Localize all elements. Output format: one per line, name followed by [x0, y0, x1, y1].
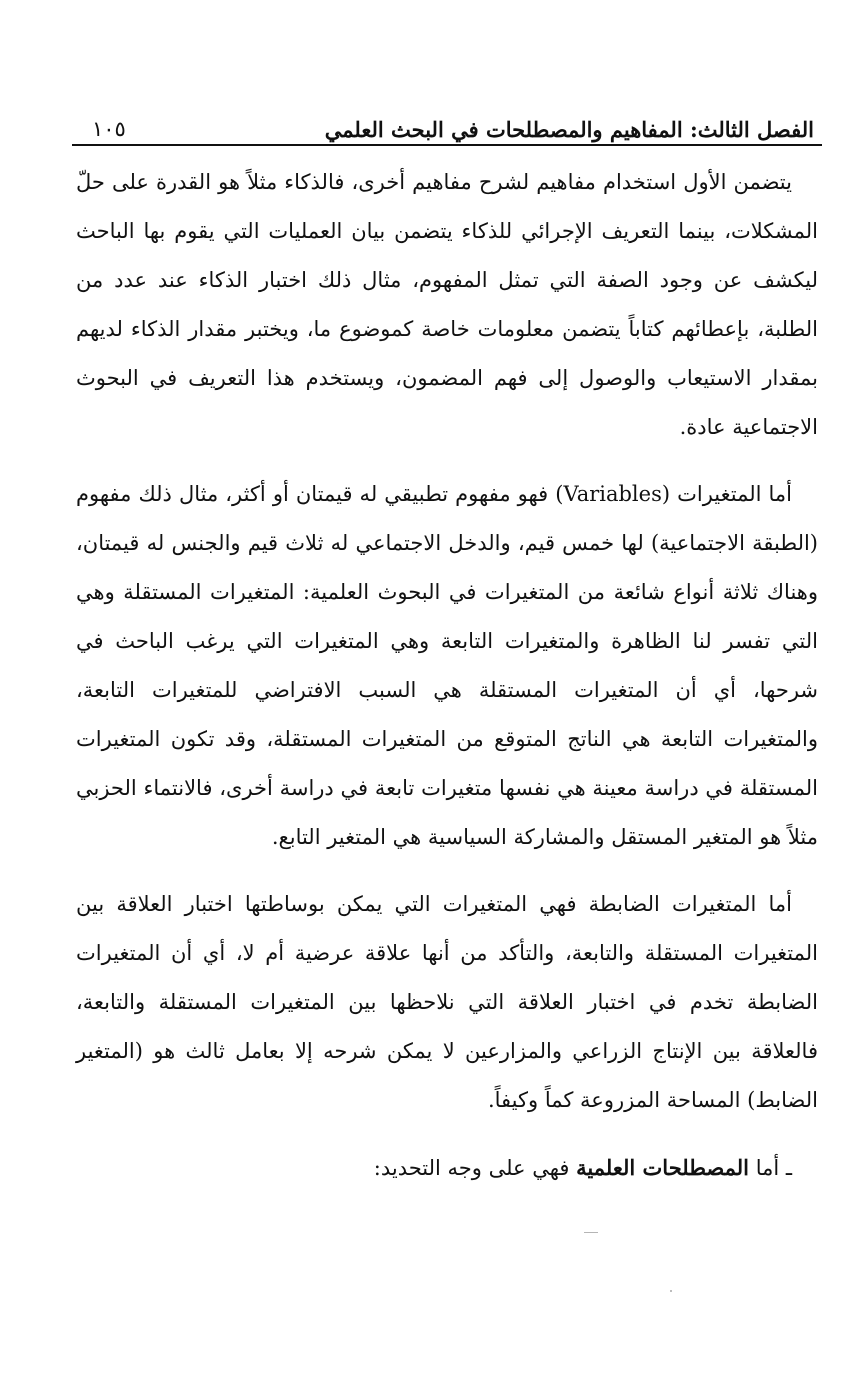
- paragraph-variables: [76, 470, 818, 862]
- variables-english-term: Variables: [563, 482, 662, 506]
- scan-dot: [670, 1290, 672, 1292]
- running-header: [72, 100, 822, 146]
- scan-speck: [584, 1232, 598, 1233]
- page-number: ١٠٥: [92, 116, 126, 141]
- chapter-title: الفصل الثالث: المفاهيم والمصطلحات في البحث العلمي: [324, 116, 814, 142]
- paragraph-control-variables: أما المتغيرات الضابطة فهي المتغيرات التي يمكن بوساطتها اختبار العلاقة بين المتغيرات المستقلة والتابعة، والتأكد من أنها علاقة عرضية أم لا، أي أن المتغيرات الضابطة تخدم في اختبار العلاقة التي نلاحظها بين المتغيرات المستقلة والتابعة، فالعلاقة بين الإنتاج الزراعي والمزارعين لا يمكن شرحه إلا بعامل ثالث هو (المتغير الضابط) المساحة المزروعة كماً وكيفاً.: [76, 892, 818, 1112]
- page-body: [72, 158, 822, 1193]
- list-item-bold-term: المصطلحات العلمية: [576, 1155, 750, 1180]
- paragraph-operational-definition: يتضمن الأول استخدام مفاهيم لشرح مفاهيم أخرى، فالذكاء مثلاً هو القدرة على حلّ المشكلات، بينما التعريف الإجرائي للذكاء يتضمن بيان العمليات التي يقوم بها الباحث ليكشف عن وجود الصفة التي تمثل المفهوم، مثال ذلك اختبار الذكاء عند عدد من الطلبة، بإعطائهم كتاباً يتضمن معلومات خاصة كموضوع ما، ويختبر مقدار الذكاء لديهم بمقدار الاستيعاب والوصول إلى فهم المضمون، ويستخدم هذا التعريف في البحوث الاجتماعية عادة.: [76, 170, 818, 439]
- book-page: [72, 100, 822, 1193]
- paragraph-variables-rest: ) فهو مفهوم تطبيقي له قيمتان أو أكثر، مثال ذلك مفهوم (الطبقة الاجتماعية) لها خمس قيم، والدخل الاجتماعي له ثلاث قيم والجنس له قيمتان، وهناك ثلاثة أنواع شائعة من المتغيرات في البحوث العلمية: المتغيرات المستقلة وهي التي تفسر لنا الظاهرة والمتغيرات التابعة وهي المتغيرات التي يرغب الباحث في شرحها، أي أن المتغيرات المستقلة هي السبب الافتراضي للمتغيرات التابعة، والمتغيرات التابعة هي الناتج المتوقع من المتغيرات المستقلة، وقد تكون المتغيرات المستقلة في دراسة معينة هي نفسها متغيرات تابعة في دراسة أخرى، فالانتماء الحزبي مثلاً هو المتغير المستقل والمشاركة السياسية هي المتغير التابع.: [76, 482, 818, 849]
- list-item-scientific-terms: [76, 1143, 818, 1193]
- paragraph-variables-start: أما المتغيرات (: [661, 482, 792, 506]
- list-item-prefix: ـ أما: [749, 1156, 792, 1180]
- list-item-suffix: فهي على وجه التحديد:: [373, 1156, 577, 1180]
